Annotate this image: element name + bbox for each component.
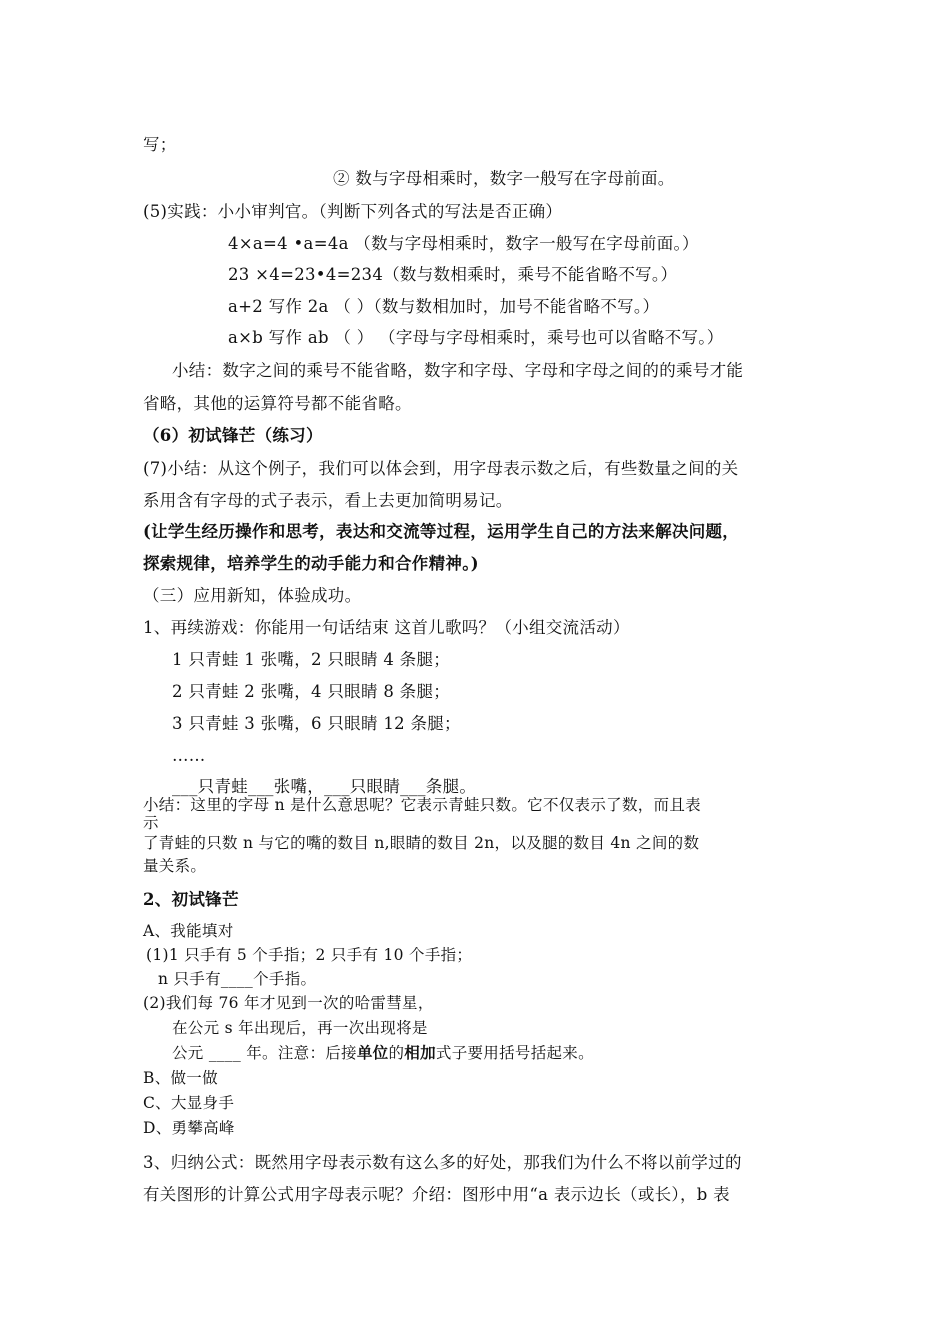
text-line: 2 只青蛙 2 张嘴，4 只眼睛 8 条腿；: [172, 682, 451, 701]
text-segment: 式子要用括号括起来。: [435, 1044, 594, 1062]
bold-term: 单位: [356, 1043, 389, 1062]
text-line: 省略，其他的运算符号都不能省略。: [143, 394, 412, 413]
text-line: 小结：数字之间的乘号不能省略，数字和字母、字母和字母之间的的乘号才能: [172, 361, 744, 380]
text-line: C、大显身手: [143, 1094, 235, 1112]
text-line: 写；: [143, 135, 177, 154]
text-segment: 公元 ____ 年。注意：后接: [172, 1044, 357, 1062]
text-line: a×b 写作 ab （ ） （字母与字母相乘时，乘号也可以省略不写。）: [228, 328, 724, 347]
text-line: ……: [172, 746, 206, 765]
text-line: A、我能填对: [143, 922, 234, 940]
text-line: 1 只青蛙 1 张嘴，2 只眼睛 4 条腿；: [172, 650, 451, 669]
text-line: (5)实践：小小审判官。（判断下列各式的写法是否正确）: [143, 202, 563, 221]
text-line: 1、再续游戏：你能用一句话结束 这首儿歌吗？（小组交流活动）: [143, 618, 630, 637]
text-line: 了青蛙的只数 n 与它的嘴的数目 n,眼睛的数目 2n，以及腿的数目 4n 之间的数: [143, 834, 700, 852]
section-heading: （三）应用新知，体验成功。: [143, 586, 362, 605]
text-line: 4×a=4 •a=4a （数与字母相乘时，数字一般写在字母前面。）: [228, 234, 699, 253]
bold-note: (让学生经历操作和思考，表达和交流等过程，运用学生自己的方法来解决问题，: [143, 522, 740, 541]
text-line: [172, 1042, 594, 1064]
text-line: a+2 写作 2a （ ）（数与数相加时，加号不能省略不写。）: [228, 297, 660, 316]
text-line: 量关系。: [143, 857, 207, 875]
text-line: 23 ×4=23•4=234（数与数相乘时，乘号不能省略不写。）: [228, 265, 678, 284]
text-line: 示: [143, 814, 159, 832]
text-line: 小结：这里的字母 n 是什么意思呢？它表示青蛙只数。它不仅表示了数，而且表: [143, 796, 701, 814]
bold-note: 探索规律，培养学生的动手能力和合作精神。): [143, 554, 479, 573]
text-line: 有关图形的计算公式用字母表示呢？介绍：图形中用“a 表示边长（或长），b 表: [143, 1185, 730, 1204]
text-segment: 的: [388, 1044, 405, 1062]
text-line: n 只手有____个手指。: [158, 970, 317, 988]
text-line: ___只青蛙___张嘴，___只眼睛___条腿。: [172, 777, 477, 796]
section-heading: 2、初试锋芒: [143, 890, 239, 909]
text-line: 3 只青蛙 3 张嘴，6 只眼睛 12 条腿；: [172, 714, 461, 733]
section-heading: （6）初试锋芒（练习）: [143, 426, 323, 445]
text-line: 在公元 s 年出现后，再一次出现将是: [172, 1019, 428, 1037]
text-line: (2)我们每 76 年才见到一次的哈雷彗星，: [143, 994, 434, 1012]
text-line: (1)1 只手有 5 个手指；2 只手有 10 个手指；: [146, 946, 473, 964]
text-line: B、做一做: [143, 1069, 218, 1087]
text-line: (7)小结：从这个例子，我们可以体会到，用字母表示数之后，有些数量之间的关: [143, 459, 739, 478]
text-line: 系用含有字母的式子表示，看上去更加简明易记。: [143, 491, 513, 510]
text-line: D、勇攀高峰: [143, 1119, 235, 1137]
text-line: 3、归纳公式：既然用字母表示数有这么多的好处，那我们为什么不将以前学过的: [143, 1153, 742, 1172]
text-line: ② 数与字母相乘时，数字一般写在字母前面。: [333, 169, 675, 188]
bold-term: 相加: [404, 1043, 436, 1062]
